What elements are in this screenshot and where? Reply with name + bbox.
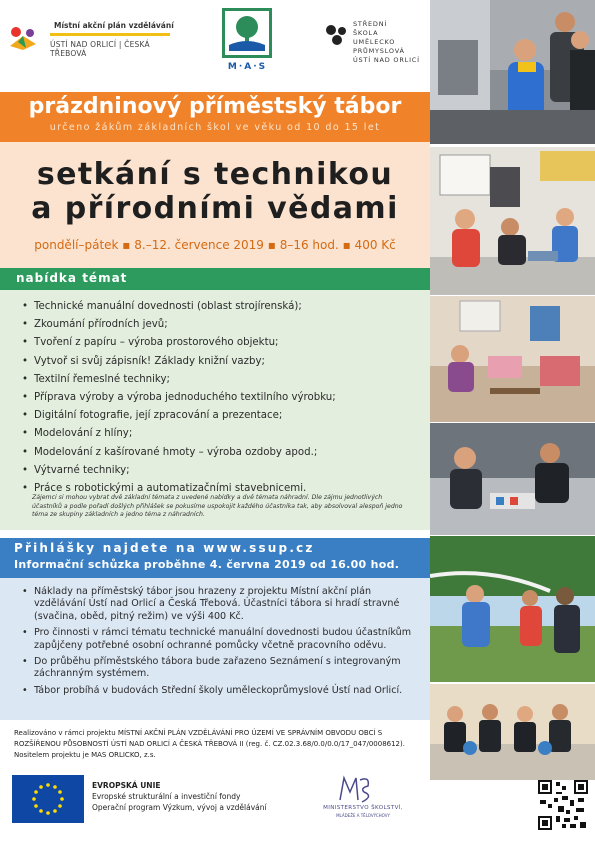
- list-item: • Pro činnosti v rámci tématu technické manuální dovednosti budou účastníkům zapůjčeny potřebné osobní ochranné pomůcky včetně pracovního oděvu.: [22, 627, 414, 652]
- ministry-line1: MINISTERSTVO ŠKOLSTVÍ,: [323, 805, 403, 811]
- topics-section: [0, 290, 430, 530]
- map-logo: [8, 18, 183, 58]
- eu-program: Operační program Výzkum, vývoj a vzdělávání: [92, 803, 267, 812]
- photo-group: [430, 684, 595, 780]
- eu-text: [92, 780, 312, 813]
- school-logo: [325, 20, 425, 70]
- tree-icon: [225, 11, 269, 55]
- topics-heading: nabídka témat: [16, 271, 128, 285]
- photo-robotics: [430, 423, 595, 535]
- topics-note: Zájemci si mohou vybrat dvě základní témata z uvedené nabídky a dvě témata náhradní. Dle zájmu jednotlivých účastníků a podle pořadí došlých přihlášek se pokusíme uspokojit každého účastníka tak, aby absolvoval alespoň jedno téma ze skupiny základních a jedno téma z náhradních.: [32, 494, 403, 519]
- project-text: Realizováno v rámci projektu MÍSTNÍ AKČNÍ PLÁN VZDĚLÁVÁNÍ PRO ÚZEMÍ VE SPRÁVNÍM OBVODU OBCÍ S ROZŠÍŘENOU PŮSOBNOSTÍ ÚSTÍ NAD ORLICÍ A ČESKÁ TŘEBOVÁ II (reg. č. CZ.02.3.68/0.0/0.0/17_047/0008612). Nositelem projektu je MAS ORLICKO, z.s.: [14, 729, 405, 759]
- registration-bar: [0, 538, 430, 578]
- main-title-section: [0, 142, 430, 268]
- list-item: • Vytvoř si svůj zápisník! Základy knižní vazby;: [22, 353, 422, 371]
- eu-title: EVROPSKÁ UNIE: [92, 781, 161, 790]
- camp-title: prázdninový příměstský tábor: [28, 94, 402, 119]
- list-item: • Digitální fotografie, její zpracování a prezentace;: [22, 407, 422, 425]
- map-logo-title: Místní akční plán vzdělávání: [54, 21, 174, 30]
- mas-logo-text: M·A·S: [227, 62, 268, 72]
- camp-banner: [0, 92, 430, 142]
- photo-lab: [430, 147, 595, 295]
- info-list: [22, 586, 414, 701]
- photo-firefighters: [430, 536, 595, 682]
- list-item: • Práce s robotickými a automatizačními stavebnicemi.: [22, 480, 422, 498]
- map-logo-divider: [50, 33, 170, 36]
- list-item: • Tábor probíhá v budovách Střední školy uměleckoprůmyslové Ústí nad Orlicí.: [22, 685, 414, 697]
- list-item: • Modelování z kašírované hmoty – výroba ozdoby apod.;: [22, 444, 422, 462]
- photo-workshop: [430, 0, 595, 144]
- photo-classroom: [430, 296, 595, 422]
- mas-logo: [220, 8, 275, 80]
- mas-emblem: [222, 8, 272, 58]
- map-logo-subtitle: ÚSTÍ NAD ORLICÍ | ČESKÁ TŘEBOVÁ: [50, 40, 150, 58]
- info-meeting-text: Informační schůzka proběhne 4. června 2019 od 16.00 hod.: [14, 558, 400, 571]
- list-item: • Textilní řemeslné techniky;: [22, 371, 422, 389]
- topics-list: [22, 298, 422, 498]
- school-dots-icon: [325, 24, 349, 46]
- bird-logo-icon: [8, 24, 38, 54]
- ministry-signature-icon: [336, 774, 376, 804]
- list-item: • Výtvarné techniky;: [22, 462, 422, 480]
- camp-dates: pondělí–pátek ▪ 8.–12. července 2019 ▪ 8–16 hod. ▪ 400 Kč: [34, 238, 396, 252]
- topics-heading-bar: [0, 268, 430, 290]
- list-item: • Náklady na příměstský tábor jsou hrazeny z projektu Místní akční plán vzdělávání Ústí nad Orlicí a Česká Třebová. Účastníci tábora si hradí stravné (svačina, oběd, pitný režim) ve výši 400 Kč.: [22, 586, 414, 623]
- ministry-line2: MLÁDEŽE A TĚLOVÝCHOVY: [336, 813, 390, 818]
- eu-flag-icon: [12, 775, 84, 823]
- list-item: • Modelování z hlíny;: [22, 425, 422, 443]
- list-item: • Zkoumání přírodních jevů;: [22, 316, 422, 334]
- qr-code-icon[interactable]: [538, 780, 588, 830]
- main-title-line2: a přírodními vědami: [31, 191, 399, 226]
- registration-link-text[interactable]: Přihlášky najdete na www.ssup.cz: [14, 541, 315, 555]
- list-item: • Technické manuální dovednosti (oblast strojírenská);: [22, 298, 422, 316]
- info-section: [0, 578, 430, 720]
- list-item: • Příprava výroby a výroba jednoduchého textilního výrobku;: [22, 389, 422, 407]
- camp-subtitle: určeno žákům základních škol ve věku od 10 do 15 let: [49, 122, 381, 133]
- school-logo-text: STŘEDNÍ ŠKOLA UMĚLECKO PRŮMYSLOVÁ ÚSTÍ NAD ORLICÍ: [353, 20, 420, 64]
- main-title-line1: setkání s technikou: [36, 157, 394, 192]
- eu-fund: Evropské strukturální a investiční fondy: [92, 792, 241, 801]
- ministry-logo: [318, 774, 408, 826]
- header: [0, 0, 430, 92]
- list-item: • Do průběhu příměstského tábora bude zařazeno Seznámení s integrovaným záchranným systémem.: [22, 656, 414, 681]
- list-item: • Tvoření z papíru – výroba prostorového objektu;: [22, 334, 422, 352]
